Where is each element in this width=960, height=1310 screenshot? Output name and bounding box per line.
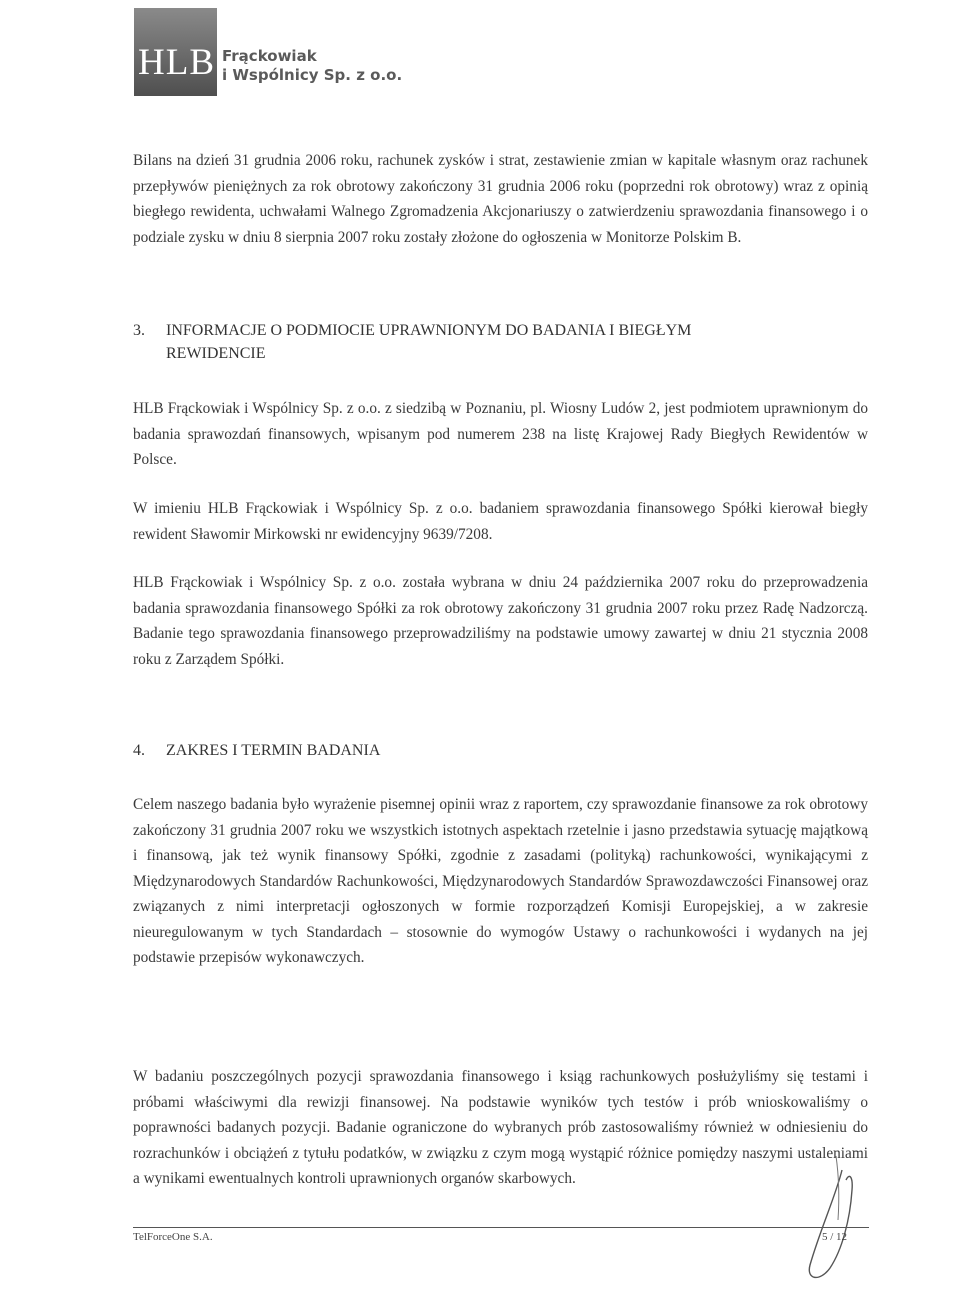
section-3-paragraph-2: W imieniu HLB Frąckowiak i Wspólnicy Sp. z o.o. badaniem sprawozdania finansowego Spółki kierował biegły rewident Sławomir Mirkowski nr ewidencyjny 9639/7208. <box>133 500 868 543</box>
company-name <box>222 47 402 85</box>
intro-paragraph: Bilans na dzień 31 grudnia 2006 roku, rachunek zysków i strat, zestawienie zmian w kapitale własnym oraz rachunek przepływów pieniężnych za rok obrotowy zakończony 31 grudnia 2006 roku (poprzedni rok obrotowy) wraz z opinią biegłego rewidenta, uchwałami Walnego Zgromadzenia Akcjonariuszy o zatwierdzeniu sprawozdania finansowego i o podziale zysku w dniu 8 sierpnia 2007 roku zostały złożone do ogłoszenia w Monitorze Polskim B. <box>133 152 868 246</box>
company-name-line2: i Wspólnicy Sp. z o.o. <box>222 66 403 84</box>
footer-company: TelForceOne S.A. <box>133 1231 213 1243</box>
section-3-paragraph-3: HLB Frąckowiak i Wspólnicy Sp. z o.o. została wybrana w dniu 24 października 2007 roku do przeprowadzenia badania sprawozdania finansowego Spółki za rok obrotowy zakończony 31 grudnia 2007 roku przez Radę Nadzorczą. Badanie tego sprawozdania finansowego przeprowadziliśmy na podstawie umowy zawartej w dniu 21 stycznia 2008 roku z Zarządem Spółki. <box>133 574 868 668</box>
section-4-heading <box>133 739 380 762</box>
section-3-number: 3. <box>133 322 145 339</box>
section-3-title-line1: INFORMACJE O PODMIOCIE UPRAWNIONYM DO BADANIA I BIEGŁYM <box>166 322 692 339</box>
section-4-number: 4. <box>133 742 145 759</box>
company-name-line1: Frąckowiak <box>222 47 317 65</box>
section-3-paragraph-1: HLB Frąckowiak i Wspólnicy Sp. z o.o. z siedzibą w Poznaniu, pl. Wiosny Ludów 2, jest podmiotem uprawnionym do badania sprawozdań finansowych, wpisanym pod numerem 238 na listę Krajowej Rady Biegłych Rewidentów w Polsce. <box>133 400 868 468</box>
section-4-title: ZAKRES I TERMIN BADANIA <box>166 742 381 759</box>
section-4-paragraph-2: W badaniu poszczególnych pozycji sprawozdania finansowego i ksiąg rachunkowych posłużyliśmy się testami i próbami właściwymi dla rewizji finansowej. Na podstawie wyników tych testów i prób wnioskowaliśmy o poprawności badanych pozycji. Badanie ograniczone do wybranych prób zastosowaliśmy również w odniesieniu do rozrachunków i obciążeń z tytułu podatków, w związku z czym mogą wystąpić różnice pomiędzy naszymi ustaleniami a wynikami ewentualnych kontroli uprawnionych organów skarbowych. <box>133 1068 868 1187</box>
footer-divider <box>133 1227 869 1228</box>
section-3-title-line2: REWIDENCIE <box>166 345 266 362</box>
signature <box>780 1150 890 1300</box>
section-4-paragraph-1: Celem naszego badania było wyrażenie pisemnej opinii wraz z raportem, czy sprawozdanie finansowe za rok obrotowy zakończony 31 grudnia 2007 roku we wszystkich istotnych aspektach rzetelnie i jasno przedstawia sytuację majątkową i finansową, jak też wynik finansowy Spółki, zgodnie z zasadami (polityką) rachunkowości, wynikającymi z Międzynarodowych Standardów Rachunkowości, Międzynarodowych Standardów Sprawozdawczości Finansowej oraz związanych z nimi interpretacji ogłoszonych w formie rozporządzeń Komisji Europejskiej, a w zakresie nieuregulowanym w tych Standardach – stosownie do wymogów Ustawy o rachunkowości i wydanych na jej podstawie przepisów wykonawczych. <box>133 796 868 966</box>
company-logo: HLB <box>138 42 215 83</box>
section-3-heading <box>133 319 691 365</box>
page-number: 5 / 12 <box>822 1231 848 1243</box>
